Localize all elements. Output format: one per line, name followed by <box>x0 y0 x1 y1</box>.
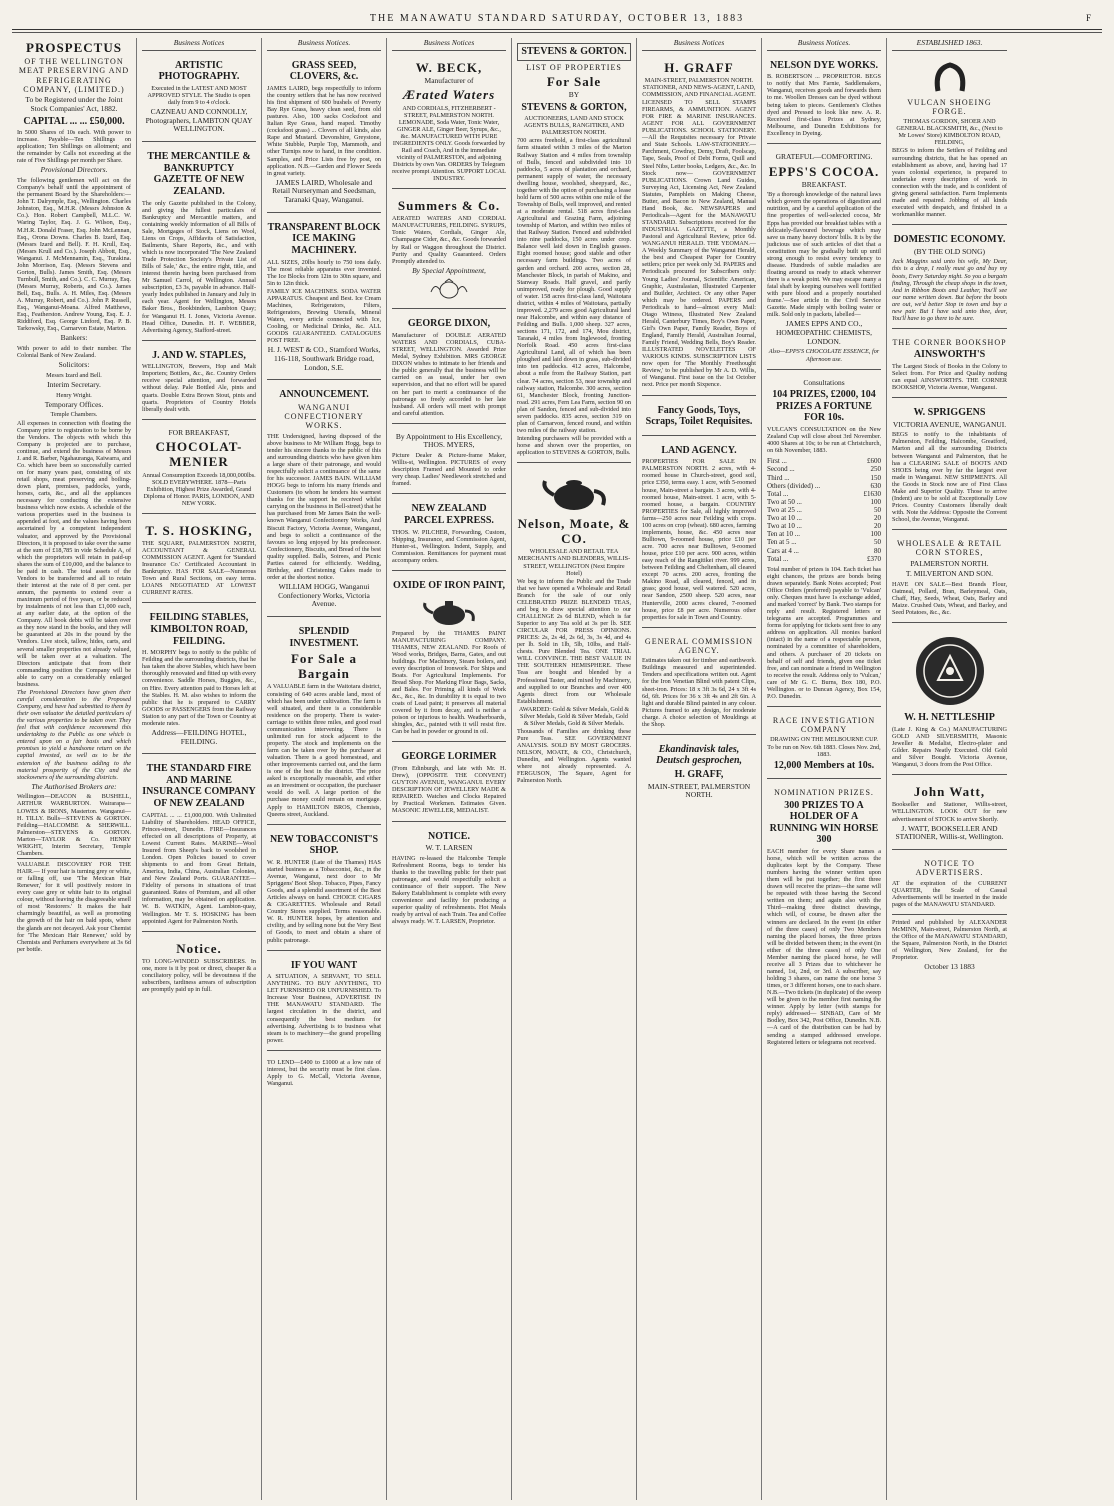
watt-name: J. WATT, BOOKSELLER AND STATIONER, Willis-st, Wellington. <box>895 823 1004 842</box>
masthead <box>0 6 1114 30</box>
standard-insurance-ad <box>142 758 256 931</box>
beck-title: W. BECK, <box>415 59 483 75</box>
imprint-date: October 13 1883 <box>924 962 975 972</box>
brokers-heading: The Authorised Brokers are: <box>31 781 117 791</box>
corn-name: T. MILVERTON AND SON. <box>905 569 994 579</box>
prize-amount: £1630 <box>863 489 881 498</box>
land-agency-ad <box>642 440 756 628</box>
beck-ad <box>392 55 506 190</box>
stables-address: Address—FEILDING HOTEL, FEILDING. <box>151 727 247 746</box>
parcel-title: NEW ZEALAND PARCEL EXPRESS. <box>404 503 494 527</box>
newspaper-page <box>12 38 1102 1500</box>
watt-title: John Watt, <box>913 784 986 800</box>
lorimer-ad <box>392 746 506 821</box>
myers-ad <box>392 428 506 495</box>
corn-title: WHOLESALE & RETAIL CORN STORES, <box>897 539 1002 558</box>
dye-works-ad <box>767 55 881 144</box>
graff-ad <box>642 55 756 396</box>
column-8 <box>887 38 1012 1500</box>
prize-row <box>767 547 881 555</box>
solicitors-text: Messrs Izard and Bell. <box>46 371 102 379</box>
land-agency-title: LAND AGENCY. <box>661 444 737 456</box>
corn-addr: PALMERSTON NORTH. <box>910 558 989 568</box>
nomination-ad <box>767 783 881 1051</box>
ice-body: ALL SIZES, 20lbs hourly to 750 tons daily. The most reliable apparatus ever invented. The Ice Blocks from 12in to 30in square, and 5in to 12in thick. <box>267 258 381 287</box>
summers-body: AERATED WATERS AND CORDIAL MANUFACTURERS, FEILDING. SYRUPS, Tonic Waters, Cordials, Ginger Ale, Champagne Cider, &c., &c. Goods forwarded by Rail or Waggon throughout the District. Purity and Quality Guaranteed. Orders Promptly attended to. <box>392 215 506 265</box>
epps-title: EPPS'S COCOA. <box>768 163 880 179</box>
graff-sub: MAIN-STREET, PALMERSTON NORTH. STATIONER, AND NEWS-AGENT, LAND, COMMISSION, AND FINANCIAL AGENT. <box>642 76 756 98</box>
prize-row <box>767 474 881 482</box>
chocolat-menier-ad <box>142 424 256 514</box>
prize-row <box>767 506 881 514</box>
ice-title: TRANSPARENT BLOCK ICE MAKING MACHINERY. <box>267 221 381 256</box>
masthead-title: THE MANAWATU STANDARD SATURDAY, OCTOBER 13, 1883 <box>369 12 745 24</box>
prize-amount: 100 <box>870 497 881 506</box>
graff-footer-addr: MAIN-STREET, PALMERSTON NORTH. <box>647 781 751 800</box>
royal-appointment: By Special Appointment, <box>412 265 486 275</box>
epps-name: JAMES EPPS AND CO., HOMŒOPATHIC CHEMISTS, LONDON. <box>776 319 872 346</box>
stevens-gorton-ad <box>517 38 631 463</box>
announcement-name: WILLIAM HOGG, Wanganui Confectionery Works, Victoria Avenue. <box>278 582 370 609</box>
stables-body: H. MORPHY begs to notify to the public of Feilding and the surrounding districts, that he has taken the above Stables, which have been thoroughly renovated and fitted up with every convenience. Saddle Horses, Buggies, &c., on Hire. Every attention paid to Horses left at the Stables. H. M. also wishes to inform the public that he is prepared to CARRY GOODS or PASSENGERS from the Railway Station to any part of the Town or Country at moderate rates. <box>142 649 256 727</box>
commission-agency-ad <box>642 632 756 735</box>
corn-body: HAVE ON SALE—Best Brands Flour, Oatmeal, Pollard, Bran, Barleymeal, Oats, Chaff, Hay, Seeds, Wheat, Oats, Barley and Maize. Crushed Oats, Wheat, and Barley, and Seed Potatoes, &c., &c. <box>892 581 1007 617</box>
prospectus-heading: PROSPECTUS <box>26 40 122 55</box>
prize-row <box>767 522 881 530</box>
prize-amount: 250 <box>870 465 881 474</box>
fancy-goods-title: Fancy Goods, Toys, Scraps, Toilet Requisites. <box>645 404 753 428</box>
announcement-title: ANNOUNCEMENT. <box>279 389 369 401</box>
column-4 <box>387 38 512 1500</box>
prize-amount: 20 <box>874 514 881 523</box>
epps-body: 'By a thorough knowledge of the natural laws which govern the operations of digestion and nutrition, and by a careful application of the fine properties of well-selected cocoa, Mr Epps has provided our breakfast tables with a delicately-flavoured beverage which may save us many heavy doctors' bills. It is by the judicious use of such articles of diet that a constitution may be gradually built up until strong enough to resist every tendency to disease. Hundreds of subtle maladies are floating around us ready to attack wherever there is a weak point. We may escape many a fatal shaft by keeping ourselves well fortified with pure blood and a properly nourished frame.'—See article in the Civil Service Gazette. Made simply with boiling water or milk. Sold only in packets, labelled— <box>767 191 881 319</box>
watt-body: Bookseller and Stationer, Willis-street, WELLINGTON. LOOK OUT for new advertisement of STOCK to arrive Shortly. <box>892 801 1007 823</box>
column-3-head: Business Notices. <box>267 38 381 51</box>
tobacconist-ad <box>267 829 381 951</box>
column-6-head: Business Notices <box>642 38 756 51</box>
column-1 <box>12 38 137 1500</box>
column-7 <box>762 38 887 1500</box>
prize-row <box>767 465 881 473</box>
parcel-body: THOS. W. PILCHER, Forwarding, Custom, Shipping, Insurance, and Commission Agent, Hunter-st., Wellington. Indent, Supply, and Commission. Remittances for payment must accompany orders. <box>392 528 506 564</box>
confectionery-ad <box>267 384 381 617</box>
vulcan-foot: Total number of prizes is 104. Each ticket has eight chances, the prizes are bonds being drawn separately. Bank Notes accepted; Post Office Orders (preferred) payable to 'Vulcan' only. Cheques must have 1s exchange added, and marked 'correct' by Bank. Two stamps for reply and result. Registered letters or telegrams are accepted. Programmes and forms for applying for tickets sent free to any address on application. All monies banked (intact) in the name of a respectable person, nominated by a committee of shareholders, and others. A purchaser of 20 tickets on behalf of self and friends, given one ticket free, and can nominate a friend in Wellington to receive the result. Address only to 'Vulcan,' care of Mr G. C. Burns, Box 180, P.O. Wellington. or to Duncan Agency, Box 154, P.O. Dunedin. <box>767 565 881 700</box>
epps-pre: GRATEFUL—COMFORTING. <box>775 151 873 161</box>
forge-name: THOMAS GORDON, SHOER AND GENERAL BLACKSMITH, &c., (Next to Mr Lowes' Store) KIMBOLTON ROAD, FEILDING, <box>896 118 1003 147</box>
vulcan-title: 104 PRIZES, £2000, 104 PRIZES A FORTUNE FOR 10s. <box>772 389 876 424</box>
grass-seed-ad <box>267 55 381 213</box>
beck-body: AND CORDIALS, FITZHERBERT - STREET, PALMERSTON NORTH. LEMONADE, Soda Water, Tonic Water, GINGER ALE, Ginger Beer, Syrups, &c., &c. MANUFACTURED WITH PURE INGREDIENTS ONLY. Goods forwarded by Rail and Coach, And in the immediate vicinity of PALMERSTON, and adjoining Districts by own Van. ORDERS by Telegram receive prompt Attention. SUPPORT LOCAL INDUSTRY. <box>392 104 506 183</box>
prospectus-registration: To be Registered under the Joint Stock Companies' Act, 1882. <box>25 95 123 113</box>
economy-sub: (BY THE OLD SONG) <box>913 246 986 256</box>
announcement-body: THE Undersigned, having disposed of the above business to Mr William Hogg, begs to tender his sincere thanks to the public of this and surrounding districts who have given him a large share of their patronage, and would respectfully solicit a continuance of the same for his successor. JAMES BAIN. WILLIAM HOGG begs to inform his many friends and Customers (to whom he tenders his warmest thanks for the support he received whilst carrying on the business in Bell-street) that he has purchased from Mr James Bain the well-known Wanganui Confectionery Works, And Biscuit Factory, Victoria Avenue, Wanganui, and begs to solicit a continuance of the favours so long enjoyed by his predecessor. Confectionery, Biscuits, and Bread of the best quality supplied. Balls, Soirees, and Picnic Parties catered for efficiently. Wedding, Birthday, and Christening Cakes made to order at the shortest notice. <box>267 432 381 581</box>
prize-list <box>767 457 881 562</box>
staples-title: J. AND W. STAPLES, <box>152 349 246 361</box>
nettleship-title: W. H. NETTLESHIP <box>904 712 995 724</box>
notice-body: TO LONG-WINDED SUBSCRIBERS. In one, more is it by post or direct, cheaper & a conciliatory policy, will be devoutness if the subscribers, tardiness arrears of subscription are promptly paid up in full. <box>142 957 256 993</box>
vulcan-forge-ad <box>892 55 1007 225</box>
commission-title: GENERAL COMMISSION AGENCY. <box>644 636 754 655</box>
subscribers-notice <box>142 936 256 999</box>
grass-seed-name: JAMES LAIRD, Wholesale and Retail Nurseryman and Seedsman, Taranaki Quay, Wanganui. <box>272 177 376 205</box>
photography-body: Executed in the LATEST AND MOST APPROVED STYLE. The Studio is open daily from 9 to 4 o'clock. <box>147 84 251 106</box>
horseshoe-icon <box>892 61 1007 95</box>
vulcan-body: VULCAN'S CONSULTATION on the New Zealand Cup will close about 3rd November. 4000 Shares at 10s; to be run at Christchurch, on 6th November, 1883. <box>767 426 881 455</box>
prize-row <box>767 555 881 563</box>
prize-amount: 20 <box>874 522 881 531</box>
if-you-want-title: IF YOU WANT <box>290 959 358 971</box>
john-watt-ad <box>892 779 1007 850</box>
commission-body: Estimates taken out for timber and earthwork. Buildings measured and superintended. Tenders and specifications written out. Agent for the Iron Venetian Blind with patent Clips, sheet-iron. Prices: 18 x 3ft 3s 6d, 24 x 3ft 4s 6d, 6ft. Prices for 36 x 3ft 4s and 2ft 6in. A light and durable Blind painted in any colour. Pictures framed to any design, for moderate charge. A choice selection of Mouldings at the Shop. <box>642 657 756 728</box>
if-you-want-body: A SITUATION, A SERVANT, TO SELL ANYTHING. TO BUY ANYTHING, TO LET FURNISHED OR UNFURNISHED. To Increase Your Business, ADVERTISE IN THE MANAWATU STANDARD. The largest circulation in the district, and consequently the best medium for advertising. Advertising is to business what steam is to machinery—the grand propelling power. <box>267 973 381 1044</box>
nelson-body: We beg to inform the Public and the Trade that we have opened a Wholesale and Retail Branch for the sale of our only CELEBRATED PRIZE BLENDED TEAS, and beg to draw special attention to our CHALLENGE 2s 6d BLEND, which is far Superior to any Tea sold at 3s per lb. SEE CIRCULAR FOR PRESS OPINIONS. PRICES: 2s, 2s 4d, 2s 6d, 3s, 3s 4d, and 4s per lb. Sold in 1lb, 5lb, 10lbs, and Half-chests. Pure Blended Tea. ONE TRIAL WILL CONVINCE. THE BEST VALUE IN THE SOUTHERN HEMISPHERE. These Teas are bought and blended by a Professional Taster, and mixed by Machinery, and supplied to our Branches and over 400 Agents direct from our Wholesale Establishment. <box>517 577 631 705</box>
advertisers-notice <box>892 854 1007 915</box>
stevens-by: BY <box>568 89 580 99</box>
nelson-moate-ad <box>517 467 631 790</box>
mercantile-gazette-ad <box>142 146 256 341</box>
prize-label: Ten at 10 ... <box>767 530 800 539</box>
beck-sub: Manufacturer of <box>424 75 474 85</box>
solicitors-heading: Solicitors: <box>58 360 90 370</box>
insurance-body: CAPITAL ... ... £1,000,000. With Unlimited Liability of Shareholders. HEAD OFFICE, Princes-street, Dunedin. FIRE—Insurances effected on all descriptions of Property, at Lowest Current Rates. MARINE—Wool Insured from Sheep's back to woolshed in London. Open Policies issued to cover shipments to and from Great Britain, America, India, China, Australian Colonies, and New Zealand Ports. GUARANTEE—Fidelity of persons in situations of trust guaranteed. Rates of Premium, and all other information, may be obtained on application. W. B. WATKIN, Agent. Lambton-quay, Wellington. Mr T. S. HOSKING has been appointed Agent for Palmerston North. <box>142 811 256 925</box>
nelson-title: Nelson, Moate, & CO. <box>517 516 631 547</box>
hosking-body: THE SQUARE, PALMERSTON NORTH, ACCOUNTANT & GENERAL COMMISSION AGENT. Agent for 'Standard Insurance Co.' Certificated Accountant in Bankruptcy. HAS FOR SALE—Numerous Town and Rural Sections, on easy terms. LOANS NEGOTIATED AT LOWEST CURRENT RATES. <box>142 539 256 597</box>
insurance-title: THE STANDARD FIRE AND MARINE INSURANCE COMPANY OF NEW ZEALAND <box>142 763 256 810</box>
epps-foot: Also—EPPS'S CHOCOLATE ESSENCE, for Afternoon use. <box>768 348 880 363</box>
prize-label: Two at 25 ... <box>767 505 802 514</box>
myers-body: Picture Dealer & Picture-frame Maker, Willis-st, Wellington. PICTURES of every description Framed and Mounted to order very cheap. Ladies' Needlework stretched and framed. <box>392 452 506 488</box>
column-2 <box>137 38 262 1500</box>
prize-amount: 100 <box>870 530 881 539</box>
race-body: DRAWING ON THE MELBOURNE CUP. To be run on Nov. 6th 1883. Closes Nov. 2nd, 1883. <box>767 736 881 758</box>
epps-cocoa-ad <box>767 148 881 370</box>
paint-title: OXIDE OF IRON PAINT, <box>392 579 506 591</box>
stevens-foot: Intending purchasers will be provided with a horse and shown over the properties, on application to STEVENS & GORTON, Bulls. <box>517 435 631 457</box>
economy-body: Jack Maggins said unto his wife, My Dear, this is a drop, I really must go and buy my boots, Every Saturday night. So you a bargain finding, Through the cheap shops in the town, And in Ribbon Boots and Leather, You'll see our name written down. But before the boots are out, we'd better Stop in town and buy a new pair. But I have said unto thee, dear, You'll have to go there to be sure. <box>892 258 1007 322</box>
spriggens-title: W. SPRIGGENS <box>913 407 986 419</box>
prize-label: Ten at 5 ... <box>767 538 797 547</box>
prize-label: Total ... <box>767 554 789 563</box>
announcement-sub: WANGANUI CONFECTIONERY WORKS. <box>284 402 364 431</box>
prize-amount: 80 <box>874 546 881 555</box>
stevens-body: 700 acres freehold, a first-class agricultural farm situated within 3 miles of the Marton Railway Station and 4 miles from township of Bulls, fenced and subdivided into 10 paddocks, 5 acres of plantation and orchard, permanent supply of water, the necessary dwelling house, woolshed, sheepyard, &c., together with the option of purchasing a lease hold farm of 500 acres within one mile of the Township of Bulls, well improved, and rented at a moderate rental. 518 acres first-class Agricultural and Grazing Farm, adjoining township of Marton, and within two miles of that Railway Station. Fenced and subdivided into nine paddocks, 150 acres under crop. Balance well laid down in English grasses. Eight roomed house; good stable and other necessary farm buildings. Two acres of garden and orchard. 200 acres, section 28, Manchester Block, in parish of Makino, and Stanway Roads. Half gravel, and partly unimproved, ready for plough. Good supply of water. 158 acres first-class land, Waitotara district, within 4 miles of Waitotara, partially improved. 2,279 acres good Agricultural land near Halcombe, and within easy distance of Feilding and Bulls. 1,000 sheep. 327 acres, sections 171, 172, and 174, Mou district, Taranaki, 4 miles from Inglewood, fronting Norfolk Road. 450 acres first-class Agricultural Land, all of which has been ploughed and laid down in grass, sub-divided into ten paddocks. 412 acres, Halcombe, about a mile from the Railway Station, part clear. 74 acres, section 53, near township and railway station, Halcombe. 300 acres, section 61, Manchester Block, fronting Junction-road. 291 acres, Fern Lea Farm, section 90 on plan of Sandon, fenced and sub-divided into seven paddocks. 835 acres, section 319 on plan of Carnarvon, fenced round, and within two miles of the railway station. <box>517 137 631 434</box>
ice-name: H. J. WEST & CO., Stamford Works, 116-118, Southwark Bridge road, London, S.E. <box>267 345 381 372</box>
page-number: F <box>1085 13 1092 23</box>
graff-title: H. GRAFF <box>664 59 734 75</box>
paint-body: Prepared by the THAMES PAINT MANUFACTURING COMPANY. THAMES, NEW ZEALAND. For Roofs of Wood works, Bridges, Barns, Gates, and out buildings. For Machinery, Steam boilers, and every description of Ironwork. For Ships and Boats. For Agricultural Implements. For Bread Shop. For Marking Flour Bags, Sacks, and Bales. For Priming all kinds of Work &c., &c., &c. In durability it is equal to two coats of Lead paint; it preserves all material covered by it from decay, and is neither a poison or injurious to health. Weatherboards, shingles, &c., painted with it will resist fire. Can be had in powder or ground in oil. <box>392 629 506 736</box>
to-lend-ad <box>267 1055 381 1093</box>
prize-row <box>767 514 881 522</box>
nettleship-ad <box>892 627 1007 775</box>
photography-title: ARTISTIC PHOTOGRAPHY. <box>158 59 240 83</box>
advertisers-body: AT the expiration of the CURRENT QUARTER, the Scale of Casual Advertisements will be inserted in the inside pages of the MANAWATU STANDARD. <box>892 879 1007 908</box>
prospectus-shares: In 5000 Shares of 10s each. With power to increase. Payable—Ten Shillings on application; Ten Shillings on allotment; and the remainder by Calls not exceeding at the rate of Five Shillings per month per Share. <box>17 129 131 165</box>
nelson-awards: AWARDED: Gold & Silver Medals, Gold & Silver Medals, Gold & Silver Medals, Gold & Silver Medals, Gold & Silver Medals. <box>518 705 630 727</box>
parcel-express-ad <box>392 498 506 571</box>
chocolat-body: Annual Consumption Exceeds 18,000,000lbs. SOLD EVERYWHERE. 1878—Paris Exhibition, Highest Prize Awarded, Grand Diploma of Honor. PARIS, LONDON, AND NEW YORK. <box>142 471 256 507</box>
dixon-ad <box>392 313 506 423</box>
prize-row <box>767 457 881 465</box>
dye-works-title: NELSON DYE WORKS. <box>770 59 878 71</box>
prize-label: Two at 10 ... <box>767 514 802 523</box>
offices-heading: Temporary Offices. <box>44 399 104 409</box>
prize-row <box>767 530 881 538</box>
prize-row <box>767 498 881 506</box>
stevens-list: LIST OF PROPERTIES <box>526 62 622 72</box>
prize-amount: £600 <box>867 457 881 466</box>
investment-body: A VALUABLE farm in the Waitotara district, consisting of 640 acres arable land, most of which has been under cultivation. The farm is well situated, and there is a considerable residence on the property. There is water-carriage to within three miles, and good road communication intervening. There is unlimited run for stock adjacent to the property. The stock and implements on the farm can be taken over by the purchaser at valuation. There is a good homestead, and other improvements carried out, and the farm is one of the best in the district. The price asked is exceptionally reasonable, and either as an investment or occupation, the purchaser would do well. A large portion of the purchase money could remain on mortgage. Apply to HAMILTON BROS, Chemists, Queens street, Auckland. <box>267 683 381 818</box>
dixon-body: Manufacturer of DOUBLE AERATED WATERS AND CORDIALS, CUBA-STREET, WELLINGTON. Awarded Prize Medal, Sydney Exhibition. MRS GEORGE DIXON wishes to intimate to her friends and the public generally that the business will be carried on as usual, under her own supervision, and that no effort will be spared on her part to merit a continuance of the patronage so freely accorded to her late husband. All orders will meet with prompt and careful attention. <box>392 332 506 417</box>
column-7-head: Business Notices. <box>767 38 881 51</box>
prize-label: Total ... <box>767 489 789 498</box>
stevens-firm: STEVENS & GORTON, <box>521 101 627 113</box>
prize-row <box>767 538 881 546</box>
lorimer-title: GEORGE LORIMER <box>401 751 497 763</box>
ice-more: FAMILY ICE MACHINES. SODA WATER APPARATUS. Cheapest and Best. Ice Cream Machines, Refrigerators, Filters, Refrigerators, Brewing Utensils, Mineral Waters, every article connected with Ice, Cooling, or Medicinal Drinks, &c. ALL GOODS GUARANTEED. CATALOGUES POST FREE. <box>267 287 381 345</box>
prize-label: Two at 50 ... <box>767 497 802 506</box>
spriggens-ad <box>892 402 1007 530</box>
hosking-ad <box>142 518 256 604</box>
prize-amount: 50 <box>874 505 881 514</box>
larsen-notice: NOTICE. <box>428 830 470 842</box>
chocolat-title: CHOCOLAT-MENIER <box>155 439 243 470</box>
summers-ad <box>392 193 506 309</box>
investment-title: SPLENDID INVESTMENT. <box>289 626 359 649</box>
column-2-head: Business Notices <box>142 38 256 51</box>
offices-text: Temple Chambers. <box>50 411 98 419</box>
masonic-seal-icon <box>892 634 1007 708</box>
graff-footer <box>642 739 756 807</box>
stevens-title: STEVENS & GORTON. <box>517 43 631 61</box>
prize-amount: 150 <box>870 473 881 482</box>
stables-title: FEILDING STABLES, KIMBOLTON ROAD, FEILDING. <box>149 612 249 647</box>
prize-label: Two at 10 ... <box>767 522 802 531</box>
corn-stores-ad <box>892 534 1007 623</box>
spriggens-addr: VICTORIA AVENUE, WANGANUI. <box>892 419 1007 429</box>
fancy-goods-ad <box>642 400 756 436</box>
mercantile-body: The only Gazette published in the Colony, and giving the fullest particulars of Bankruptcy and Mercantile matters, and containing weekly information of all Bills of Sale, Mortgages of Stock, Liens on Wool, Liens on Crops, Affidavits of Satisfaction, Bailments, Share Reports, &c., and with which is now incorporated 'The New Zealand Trade Protection Society's Private List of Bills of Sale,' &c., the entire right, title, and interest therein having been purchased from Mr Samuel Carrol, of Wellington. Annual subscription, £3 3s, payable in advance. Half-yearly Index published in January and July in each year. Agent for Wellington, Messrs Baker Bros., Bookbinders, Lambton Quay; for Wanganui H. I. Jones, Victoria Avenue. Head Office, Dunedin. H. F. WEBBER, Advertising Agency, Stafford-street. <box>142 199 256 334</box>
tobacconist-body: W. R. HUNTER (Late of the Thames) HAS started business as a Tobacconist, &c., in the Avenue, Wanganui, next door to Mr Spriggens' Boot Shop. Tobacco, Pipes, Fancy Goods, and a splendid assortment of the Best Articles always on hand. CHOICE CIGARS & CIGARETTES. Wholesale and Retail Country Stores supplied. Terms reasonable. W. R. HUNTER hopes, by attention and civility, and by selling none but the Very Best of Goods, to meet and obtain a share of public patronage. <box>267 858 381 944</box>
prize-amount: 630 <box>870 481 881 490</box>
brokers-list: Wellington—DEACON & BUSHELL, ARTHUR WARBURTON. Wairarapa—LOWES & IRONS, Masterton. Wanganui—H. TILLY. Bulls—STEVENS & GORTON. Feilding—HALCOMBE & SHERWILL. Palmerston—STEVENS & GORTON. Marton—TAYLOR & Co. HENRY WRIGHT, Interim Secretary, Temple Chambers. <box>17 793 131 857</box>
nomination-body: EACH member for every Share names a horse, which will be written across the duplicates kept by the Company. These numbers having the winner written upon them will be put together; the first three drawn will receive the prizes—the same will be repeated with those having the Second written on them; and again also with the Third—making three distinct drawings, which will, of course, be drawn after the winners are declared. In the event (in either of the three cases) of only Two Members naming the placed horses, the three prizes will be divided between them; in the event (in either of the three cases) of only One Member naming the placed horse, he will receive all 3 Prizes due to whichever he named, 1st, 2nd, or 3rd. A subscriber, say holding 3 shares, can name the one horse 3 times, or 3 different horses, one to each share. N.B.—Two tickets (in duplicate) of the sweep will be given to the member first naming the winner. Apply by letter (with stamps for reply) addressed— SINBAD, Care of Mr Bodley, Box 342, Post Office, Dunedin. N.B.—A card of the distribution can be had by sending a stamped addressed envelope. Registered letters or telegrams not received. <box>767 847 882 1046</box>
prize-amount: 50 <box>874 538 881 547</box>
dixon-name: GEORGE DIXON, <box>407 318 491 330</box>
teapot-icon <box>392 595 506 627</box>
larsen-name: W. T. LARSEN <box>425 843 473 853</box>
prospectus-body: All expenses in connection with floating the Company prior to registration to be borne by the Vendors. The objects with which this Company is projected are to purchase, continue, and extend the business of Messrs J. and R. Barber, Ngahauranga, Kaiwarra, and Co. which have been so successfully carried on for many years past, consisting of six retail shops, meat preserving and boiling-down plant, premises, paddocks, yards, horses, carts, &c., and all the appliances necessary for conducting the extensive business which now exists. A schedule of the various properties used in the business is appended at foot, and the values having been ascertained by a competent independent valuator, and approved by the Provisional Directors, it is proposed to take over the same at the sum of £18,785 in vide Schedule A, of which the proprietors will retain in paid-up shares the sum of £10,000, and the balance to be paid in cash. The total assets of the Vendors to be transferred and all to retain their interest at the rate of 8 per cent. per annum, the payments to extend over a maximum period of five years, or be reduced by instalments of not less than £1,000 each, at any earlier date, at the option of the Company. All book debts will be taken over as they now stand in the books, and they will be guaranteed at 20s in the pound by the Vendors. Live stock, tallow, hides, carts, and several smaller properties not already valued, will be taken over at a valuation. The Directors anticipate that from their commanding position the Company will be able to carry on a considerably enlarged business. <box>17 419 132 688</box>
mercantile-title: THE MERCANTILE & BANKRUPTCY GAZETTE OF NEW ZEALAND. <box>147 151 251 197</box>
grass-seed-title: GRASS SEED, CLOVERS, &c. <box>289 59 359 83</box>
staples-ad <box>142 345 256 420</box>
stevens-sale: For Sale <box>546 73 602 89</box>
summers-title: Summers & Co. <box>397 198 501 214</box>
prize-row <box>767 482 881 490</box>
myers-title: By Appointment to His Excellency, THOS. MYERS, <box>395 431 503 450</box>
beck-sub2: Ærated Waters <box>402 87 496 103</box>
race-title: RACE INVESTIGATION COMPANY <box>772 715 876 735</box>
prize-row <box>767 490 881 498</box>
column-8-head: ESTABLISHED 1863. <box>892 38 1007 51</box>
vulcan-consultation-ad <box>767 374 881 707</box>
column-6 <box>637 38 762 1500</box>
directors-heading: Provisional Directors. <box>40 165 108 175</box>
larsen-body: HAVING re-leased the Halcombe Temple Refreshment Rooms, begs to tender his thanks to the travelling public for their past patronage, and would respectfully solicit a continuance of their support. The New Bakery Establishment is complete with every convenience and facility for producing a superior quality of refreshments. Hot Meals ready by arrival of each Train. Tea and Coffee always ready. W. T. LARSEN, Proprietor. <box>392 854 506 926</box>
ainsworth-name: AINSWORTH'S <box>913 349 986 361</box>
investment-ad <box>267 621 381 825</box>
masthead-rule-2 <box>12 32 1102 33</box>
forge-body: BEGS to inform the Settlers of Feilding and surrounding districts, that he has opened an establishment as above, and, having had 17 years colonial experience, is prepared to undertake every description of work in connection with the trade, and is confident of giving general satisfaction. Farm Implements made and repaired. Jobbing of all kinds executed with despatch, and finished in a workmanlike manner. <box>892 147 1007 219</box>
ainsworth-shop: THE CORNER BOOKSHOP <box>892 337 1007 347</box>
bankers-heading: Bankers: <box>60 333 88 343</box>
prize-label: First ... <box>767 457 787 466</box>
prize-label: Cars at 4 ... <box>767 546 799 555</box>
iron-paint-ad <box>392 575 506 743</box>
nelson-foot: Thousands of Families are drinking these Pure Teas. SEE GOVERNMENT ANALYSIS. SOLD BY MOST GROCERS. NELSON, MOATE, & CO., Christchurch, Dunedin, and Wellington. Agents wanted where not already represented. A. FERGUSON, The Square, Agent for Palmerston North. <box>517 727 631 785</box>
photography-names: CAZNEAU AND CONNOLLY, Photographers, LAMBTON QUAY WELLINGTON. <box>145 107 253 134</box>
secretary-heading: Interim Secretary. <box>47 380 101 390</box>
photography-ad <box>142 55 256 142</box>
column-5 <box>512 38 637 1500</box>
lorimer-body: (From Edinburgh, and late with Mr. H. Drew), (OPPOSITE THE CONVENT) GUYTON AVENUE, WANGANUI. EVERY DESCRIPTION OF JEWELLERY MADE & REPAIRED. Watches and Clocks Repaired by Practical Workmen. Estimates Given. MASONIC JEWELLER, MEDALIST. <box>392 765 506 815</box>
graff-footer-name: H. GRAFF, <box>674 769 724 781</box>
dye-works-body: B. ROBERTSON ... PROPRIETOR. BEGS to notify that Mrs Farnie, Saddlemakers, Wanganui, receives goods and forwards them to me. Woollen Dresses can be dyed without being taken to pieces. Gentlemen's Clothes dyed and Pressed to look like new. A. R. Received first-class Prizes at Sydney, Melbourne, and Dunedin Exhibitions for Excellency in Dyeing. <box>767 73 881 137</box>
nomination-title: NOMINATION PRIZES. <box>774 788 874 798</box>
masthead-rule <box>12 29 1102 30</box>
consultations-head: Consultations <box>803 377 845 387</box>
prize-label: Second ... <box>767 465 795 474</box>
prize-label: Others (divided) ... <box>767 481 821 490</box>
languages-title: Ekandinavisk tales, Deutsch gesprochen, <box>655 743 743 767</box>
prospectus-capital: CAPITAL ... ... £50,000. <box>23 115 125 127</box>
nomination-300: 300 PRIZES TO A HOLDER OF A RUNNING WIN HORSE 300 <box>769 799 879 846</box>
teapot-logo-icon <box>517 473 631 513</box>
graff-body: LICENSED TO SELL STAMPS FIREARMS, & AMMUNITION. AGENT FOR FIRE & MARINE INSURANCES. AGENT FOR ALL GOVERNMENT PUBLICATIONS. SCHOOL STATIONERY.—All the Requisites necessary for Private and State Schools. LAW-STATIONERY.—Parchment, Cowdray, Demy, Draft, Foolscap, Tape, Seals, Proof of Debt Forms, Quill and Steel Nibs, Letter books, Ledgers, &c., &c. In Stock now— GOVERNMENT PUBLICATIONS. Crown Land Guides, Surveying Act, Licensing Act, New Zealand Statutes, Pamphlets on Making Cheese, Butter, and Bacon to New Zealand, Manual Hand Book, &c. NEWSPAPERS and Periodicals—Agent for the MANAWATU STANDARD. Subscriptions received for the INDUSTRIAL GAZETTE, a Monthly Pastoral and Agricultural Review, price 6d. WANGANUI HERALD. THE YEOMAN.—A Weekly Summary of the Wanganui Herald, the best and Cheapest Paper for Country settlers; price per week only 3d. PAPERS and Periodicals procured for Subscribers only: Young Ladies' Journal, Scientific American, Graphic, Australasian, Illustrated Carpenter and Builder, Architect. Or any other Paper which may be ordered. PAPERS and Periodicals to hand—almost every Mail: Otago Witness, Illustrated New Zealand Herald, Canterbury Times, Boy's Own Paper, Girl's Own Paper, Family Reader, Boys of England, Family Herald, Australian Journal, Family Friend, Wedding Bells, Boy's Reader. ILLUSTRATED NOVELETTES OF VARIOUS KINDS. SUBSCRIPTION LISTS now open for 'The Monthly Freethought Review,' to be published by Mr A. D. Willis, of Wanganui. First issue on the 1st October next. Price per month Sixpence. <box>642 98 756 389</box>
prospectus-recommendation: The Provisional Directors have given their careful consideration to the Proposed Company, and have had submitted to them by their own valuator the detailed particulars of the various properties to be taken over. They feel that with confidence recommend this undertaking to the Public as one which is entered upon on a fair basis and which promises to yield a handsome return on the capital invested, as well as to be the extension of the business adding to the material prosperity of the City and the stockowners of the surrounding districts. <box>17 688 131 781</box>
prospectus-company: OF THE WELLINGTON MEAT PRESERVING AND REFRIGERATING COMPANY, (LIMITED.) <box>18 57 130 94</box>
spriggens-body: BEGS to notify to the inhabitants of Palmerston, Feilding, Halcombe, Greatford, Marton and all the surrounding Districts between Wanganui and Palmerston, that he has a CLEARING SALE of BOOTS AND SHOES being over by far the largest ever made in Wanganui. NEW SHIPMENTS. All the Goods in Stock now are of First Class Make and Superior Quality. Those to arrive (Indent) are to be sold at Exceptionally Low Prices. Country Customers liberally dealt with. Note the Address: Opposite the Convent School, the Avenue, Wanganui. <box>892 431 1007 524</box>
bankers-text: With power to add to their number. The Colonial Bank of New Zealand. <box>17 345 131 360</box>
if-you-want-ad <box>267 955 381 1051</box>
domestic-economy-ad <box>892 229 1007 329</box>
staples-body: WELLINGTON, Brewers, Hop and Malt Importers; Bottlers, &c., &c. Country Orders receive special attention, and forwarded without delay. Pale Bottled Ale, pints and quarts. Double Extra Brown Stout, pints and quarts. Proprietors of Country Hotels liberally dealt with. <box>142 363 256 413</box>
race-members: 12,000 Members at 10s. <box>773 759 875 771</box>
royal-arms-icon <box>392 278 506 300</box>
chocolat-head: FOR BREAKFAST, <box>168 427 230 437</box>
nelson-sub: WHOLESALE AND RETAIL TEA MERCHANTS AND BLENDERS, WILLIS-STREET, WELLINGTON (Next Empire Hotel) <box>517 548 631 577</box>
investment-sub: For Sale a Bargain <box>290 651 358 682</box>
ainsworth-ad <box>892 333 1007 398</box>
hair-renewer-ad: VALUABLE DISCOVERY FOR THE HAIR.— If your hair is turning grey or white, or falling off, use 'The Mexican Hair Renewer,' for it will positively restore in every case grey or white hair to its original colour, without leaving the disagreeable smell of most 'Restorers.' It makes the hair charmingly beautiful, as well as promoting the growth of the hair on bald spots, where the glands are not decayed. Ask your Chemist for 'The Mexican Hair Renewer,' sold by Chemists and Perfumers everywhere at 3s 6d per bottle. <box>17 858 131 953</box>
race-investigation-ad <box>767 711 881 779</box>
forge-title: VULCAN SHOEING FORGE. <box>907 97 992 116</box>
notice-title: Notice. <box>176 940 222 956</box>
epps-sub: BREAKFAST. <box>801 179 847 189</box>
ice-machinery-ad <box>267 217 381 381</box>
tobacconist-title: NEW TOBACCONIST'S SHOP. <box>269 833 379 857</box>
column-3 <box>262 38 387 1500</box>
feilding-stables-ad <box>142 607 256 754</box>
prize-amount: £370 <box>867 554 881 563</box>
secretary-text: Henry Wright. <box>56 391 92 399</box>
grass-seed-body: JAMES LAIRD, begs respectfully to inform the country settlers that he has now received his first shipment of 600 bushels of Poverty Bay Rye Grass, heavy clean seed, from old pastures. Also, 100 sacks Cocksfoot and Italian Rye Grass, hand reaped. Timothy (cocksfoot grass) ... Clovers of all kinds, also Rape and Mustard. Devonshire, Greystone, White Stubble, Purple Top, Mammoth, and other Turnips now to hand, in fine condition. Samples, and Price Lists free by post, on application. N.B.—Garden and Flower Seeds in great variety. <box>267 84 381 177</box>
advertisers-title: NOTICE TO ADVERTISERS. <box>915 858 984 878</box>
imprint: Printed and published by ALEXANDER McMINN, Main-street, Palmerston North, at the Office of the MANAWATU STANDARD, the Square, Palmerston North, in the District of Wellington, New Zealand, for the Proprietor. <box>892 918 1007 962</box>
prize-label: Third ... <box>767 473 790 482</box>
stevens-sub: AUCTIONEERS, LAND AND STOCK AGENTS BULLS, RANGITIKEI, AND PALMERSTON NORTH. <box>523 115 625 137</box>
directors-list: The following gentlemen will act on the Company's behalf until the appointment of the permanent Board by the Shareholders:—John T. Dalrymple, Esq., Wellington. Charles Johnston, Esq., M.H.R. (Messrs Johnston & Co.). Hon. Robert Campbell, M.L.C. W. Waring Taylor, Esq. J. G. Wilson, Esq., M.H.R. Donald Fraser, Esq. John McLennan, Esq., Orona Downs. Charles B. Izard, Esq. (Messrs Izard and Bell). F. H. Krull, Esq. (Messrs Krull and Co.). Joseph Abbott, Esq., Wanganui. J. McMennamin, Esq., Turakina. John Morrison, Esq. (Messrs Stevens and Gorton, Bulls). James Smith, Esq. (Messrs Turnbull, Smith, and Co.). C. C. Murray, Esq. (Messrs Murray, Roberts, and Co.). James Bell, Esq., Bulls. A. H. Miles, Esq. (Messrs A. Murray, Robert, and Co.). John P. Russell, Esq., Wanganui-Moana. Alfred Matthews, Esq., Featherston. Andrew Young, Esq. E. J. Riddiford, Esq. George Linford, Esq. P. B. Tarkowsky, Esq., Carnarvon Estate, Marton. <box>17 177 131 333</box>
to-lend-body: TO LEND—£400 to £1000 at a low rate of interest, but the security must be first class. Apply to G. McCall, Victoria Avenue, Wanganui. <box>267 1058 381 1087</box>
land-agency-body: PROPERTIES FOR SALE IN PALMERSTON NORTH. 2 acres, with 4-roomed house in Church-street, good soil, price £350, terms easy. 1 acre, with 5-roomed house, Main-street a bargain. 3 acres, with 4-roomed house, Main-street. 1 acre, with 5-roomed house, a bargain. COUNTRY PROPERTIES for Sale, all highly improved farms—250 acres near Feilding with crops. 100 acres on crop (wheat). 680 acres, farming implements, house, &c. 450 acres near Bulltown, 9-roomed house, price £10 per acre. 700 acres near Bulltown, 9-roomed house, price £10 per acre. 900 acres, within easy reach of the Rangitikei river. 999 acres, between Feilding and Cheltenham, all cleared except 70 acres. 200 acres, fronting the Makino Road, all cleared, fenced, and in grass; good house, well watered. 520 acres, near Sandon, 2500 sheep. 520 acres, near Hunterville, 2000 acres cleared, 7-roomed house, price £8 per acre. Numerous other properties for sale in Town and Country. <box>642 458 756 621</box>
ainsworth-body: The Largest Stock of Books in the Colony to Select from. For Price and Quality nothing can equal AINSWORTH'S. THE CORNER BOOKSHOP, Victoria Avenue, Wanganui. <box>892 362 1007 391</box>
hosking-title: T. S. HOSKING, <box>145 522 253 538</box>
nettleship-body: (Late J. King & Co.) MANUFACTURING GOLD AND SILVERSMITH, Masonic Jeweller & Medalist, Electro-plater and Gilder. Repairs Neatly Executed. Old Gold and Silver Bought. Victoria Avenue, Wanganui, 3 doors from the Post Office. <box>892 725 1007 769</box>
larsen-ad <box>392 826 506 932</box>
economy-title: DOMESTIC ECONOMY. <box>893 234 1006 246</box>
column-4-head: Business Notices <box>392 38 506 51</box>
